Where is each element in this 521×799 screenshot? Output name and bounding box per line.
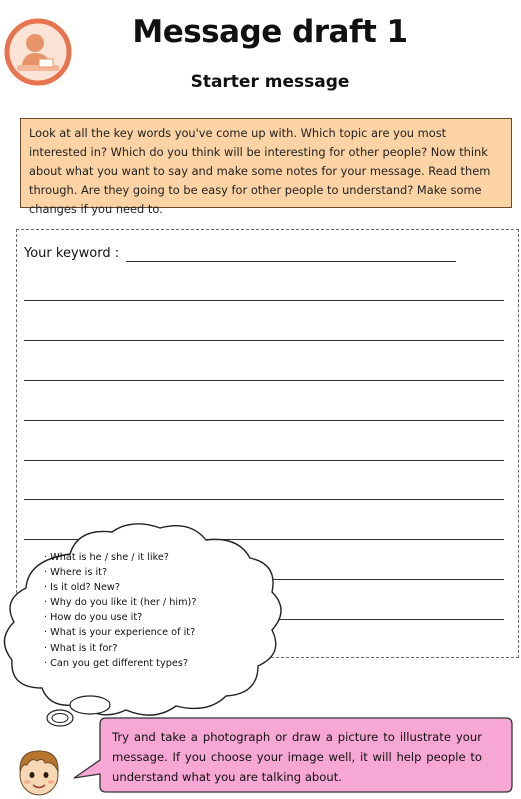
- writing-line[interactable]: [24, 300, 504, 301]
- writing-line[interactable]: [24, 460, 504, 461]
- instructions-box: Look at all the key words you've come up with. Which topic are you most interested in? Which do you think will be interesting for other people? Now think about what you want to say and make some notes for your message. Read them through. Are they going to be easy for other people to understand? Make some changes if you need to.: [20, 118, 512, 208]
- boy-face-icon: [13, 743, 65, 799]
- speech-bubble-text: Try and take a photograph or draw a picture to illustrate your message. If you choose your image well, it will help people to understand what you are talking about.: [112, 730, 482, 784]
- writing-line[interactable]: [24, 340, 504, 341]
- prompt-question: · Can you get different types?: [44, 656, 196, 671]
- writing-line[interactable]: [270, 619, 504, 620]
- writing-line[interactable]: [24, 420, 504, 421]
- person-writing-logo-icon: [3, 17, 73, 87]
- prompt-question: · Is it old? New?: [44, 580, 196, 595]
- prompt-question: · Why do you like it (her / him)?: [44, 595, 196, 610]
- prompt-question: · What is your experience of it?: [44, 625, 196, 640]
- prompt-question: · Where is it?: [44, 565, 196, 580]
- page-title: Message draft 1: [132, 14, 408, 50]
- prompt-question: · What is he / she / it like?: [44, 550, 196, 565]
- writing-line[interactable]: [270, 579, 504, 580]
- prompt-question-list: [44, 550, 196, 671]
- keyword-answer-line[interactable]: [126, 261, 456, 262]
- prompt-question: · What is it for?: [44, 641, 196, 656]
- writing-line[interactable]: [24, 380, 504, 381]
- keyword-label: Your keyword :: [24, 246, 120, 261]
- writing-line[interactable]: [24, 499, 504, 500]
- prompt-question: · How do you use it?: [44, 610, 196, 625]
- page-subtitle: Starter message: [190, 72, 350, 92]
